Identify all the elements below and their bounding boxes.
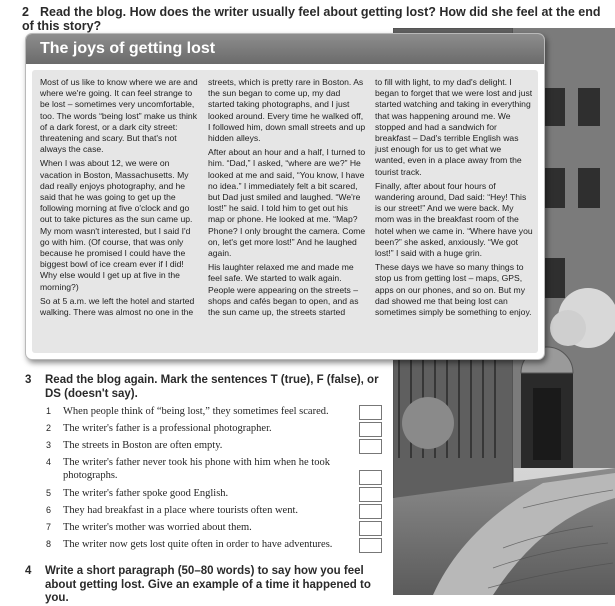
item-text: When people think of “being lost,” they sometimes feel scared. [63, 406, 329, 417]
item-number: 8 [46, 539, 52, 549]
answer-box[interactable] [359, 487, 382, 502]
blog-paragraph: Most of us like to know where we are and where we're going. It can feel strange to be lost – sometimes very uncomfortable, too. The words “being lost” make us think of a dark forest, or a dark city street: threatening and scary. But that's not always the case. [40, 77, 198, 155]
answer-box[interactable] [359, 439, 382, 454]
item-text: The writer's father is a professional photographer. [63, 423, 272, 434]
blog-paragraph: His laughter relaxed me and made me feel safe. We started to walk again. People were appearing on the streets – shops and cafés began to open, and as the sun came up, the streets started [208, 262, 359, 318]
exercise-4-number: 4 [25, 565, 32, 577]
exercise-2-text: Read the blog. How does the writer usually feel about getting lost? How did she feel at the end of this story? [22, 5, 601, 33]
blog-paragraph: Finally, after about four hours of wandering around, Dad said: “Hey! This is our street!” And we were back. My mom was in the breakfast room of the hotel when we came in. “Where have you been?” she asked, anxiously. “We got lost!” I said with a huge grin. [375, 180, 533, 259]
exercise-2-number: 2 [22, 5, 29, 19]
item-number: 7 [46, 522, 52, 532]
exercise-4-text: Write a short paragraph (50–80 words) to say how you feel about getting lost. Give an example of a time it happened to you. [45, 565, 371, 604]
item-number: 6 [46, 505, 52, 515]
blog-title-bar [26, 34, 544, 64]
exercise-3-text: Read the blog again. Mark the sentences T (true), F (false), or DS (doesn't say). [45, 374, 379, 400]
answer-box[interactable] [359, 538, 382, 553]
blog-column-3 [375, 77, 533, 321]
item-number: 2 [46, 423, 52, 433]
blog-paragraph: These days we have so many things to stop us from getting lost – maps, GPS, apps on our phones, and so on. But my dad showed me that being lost can sometimes simply be something to enjoy. [375, 262, 532, 318]
answer-box[interactable] [359, 405, 382, 420]
answer-box[interactable] [359, 470, 382, 485]
blog-body [32, 70, 538, 353]
answer-box[interactable] [359, 521, 382, 536]
item-text: The writer's father never took his phone with him when he took photographs. [63, 457, 330, 481]
exercise-3-instruction [25, 374, 385, 401]
blog-title: The joys of getting lost [40, 40, 216, 57]
answer-box[interactable] [359, 504, 382, 519]
blog-paragraph: So at 5 a.m. we left the hotel and started walking. There was almost no one in the [40, 295, 195, 318]
blog-column-2 [208, 77, 366, 321]
blog-column-1 [40, 77, 198, 321]
item-number: 1 [46, 406, 52, 416]
item-number: 5 [46, 488, 52, 498]
exercise-3-number: 3 [25, 374, 32, 386]
item-text: The writer's mother was worried about them. [63, 522, 252, 533]
blog-paragraph: streets, which is pretty rare in Boston. As the sun began to come up, my dad started taking photographs, and I just looked around. Every time he walked off, I followed him, down small streets and up hidden alleys. [208, 77, 366, 144]
item-text: The writer now gets lost quite often in order to have adventures. [63, 539, 333, 550]
item-text: The streets in Boston are often empty. [63, 440, 223, 451]
exercise-4-instruction [25, 565, 385, 606]
item-text: The writer's father spoke good English. [63, 488, 229, 499]
item-text: They had breakfast in a place where tourists often went. [63, 505, 298, 516]
blog-paragraph: When I was about 12, we were on vacation in Boston, Massachusetts. My dad really enjoys photography, and he said that he was going to get up the following morning at five o'clock and go out to take pictures as the sun came up. My mom wasn't interested, but I said I'd go with him. (Of course, that was only because he promised I could have the biggest bowl of ice cream ever if I did! Why else would I get up at five in the morning?) [40, 158, 193, 292]
item-number: 3 [46, 440, 52, 450]
blog-card [25, 33, 545, 360]
blog-paragraph: After about an hour and a half, I turned to him. “Dad,” I asked, “where are we?” He looked at me and said, “You know, I have no idea.” I immediately felt a bit scared, but Dad just smiled and laughed. “We're lost!” he said. I told him to get out his map or phone. He looked at me. “Map? Phone? I only brought the camera. Come on, let's get more lost!” And he laughed again. [208, 147, 366, 259]
blog-paragraph: to fill with light, to my dad's delight. I began to forget that we were lost and just started watching and taking in everything that was happening around me. We stopped and had a sandwich for breakfast – Dad's terrible English was just enough for us to get what we wanted, even in a place away from the tourist track. [375, 77, 533, 177]
item-number: 4 [46, 457, 52, 467]
answer-box[interactable] [359, 422, 382, 437]
